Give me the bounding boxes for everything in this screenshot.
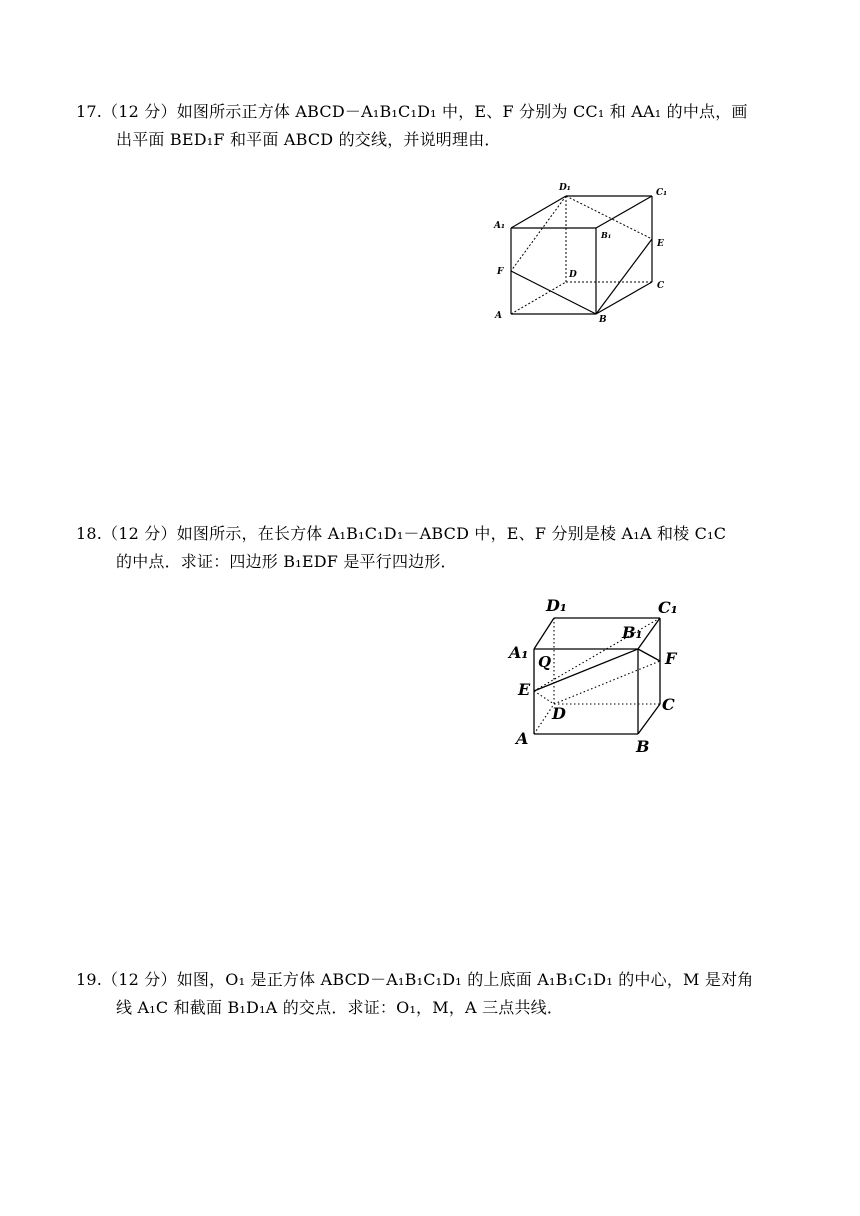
label-A: A [516,729,529,748]
label-C: C [662,695,675,714]
problem-17-line-2: 出平面 BED₁F 和平面 ABCD 的交线，并说明理由． [116,130,501,149]
problem-18-line-2: 的中点．求证：四边形 B₁EDF 是平行四边形． [116,552,457,571]
problem-number: 17. [76,102,103,121]
problem-17-line-1 [76,102,748,122]
problem-text: 如图，O₁ 是正方体 ABCD－A₁B₁C₁D₁ 的上底面 A₁B₁C₁D₁ 的中心，M 是对角 [176,970,754,989]
problem-points: （12 分） [102,102,177,121]
label-D1: D₁ [546,596,567,615]
label-A1: A₁ [509,643,529,662]
label-A1: A₁ [494,221,505,231]
label-A: A [495,311,502,321]
problem-text: 如图所示正方体 ABCD－A₁B₁C₁D₁ 中，E、F 分别为 CC₁ 和 AA₁ 的中点，画 [176,102,748,121]
problem-number: 18. [76,524,103,543]
problem-19-line-1 [76,970,754,990]
problem-number: 19. [76,970,103,989]
label-E: E [518,680,531,699]
cuboid-figure-18 [500,594,700,764]
label-F: F [665,649,677,668]
label-C: C [657,281,665,291]
label-C1: C₁ [656,188,668,198]
label-B1: B₁ [601,230,612,240]
problem-19-line-2: 线 A₁C 和截面 B₁D₁A 的交点．求证：O₁，M，A 三点共线． [116,998,564,1017]
label-B1: B₁ [622,623,643,642]
label-B: B [636,737,650,756]
label-D1: D₁ [559,183,571,193]
label-Q: Q [538,653,552,671]
label-D: D [569,270,577,280]
problem-text: 如图所示，在长方体 A₁B₁C₁D₁－ABCD 中，E、F 分别是棱 A₁A 和棱 C₁C [176,524,727,543]
problem-points: （12 分） [102,970,177,989]
cube-figure-17 [480,176,680,326]
label-D: D [552,704,566,723]
label-C1: C₁ [658,598,678,617]
problem-points: （12 分） [102,524,177,543]
label-F: F [497,267,504,277]
problem-18-line-1 [76,524,726,544]
label-B: B [599,315,607,325]
label-E: E [657,239,664,249]
